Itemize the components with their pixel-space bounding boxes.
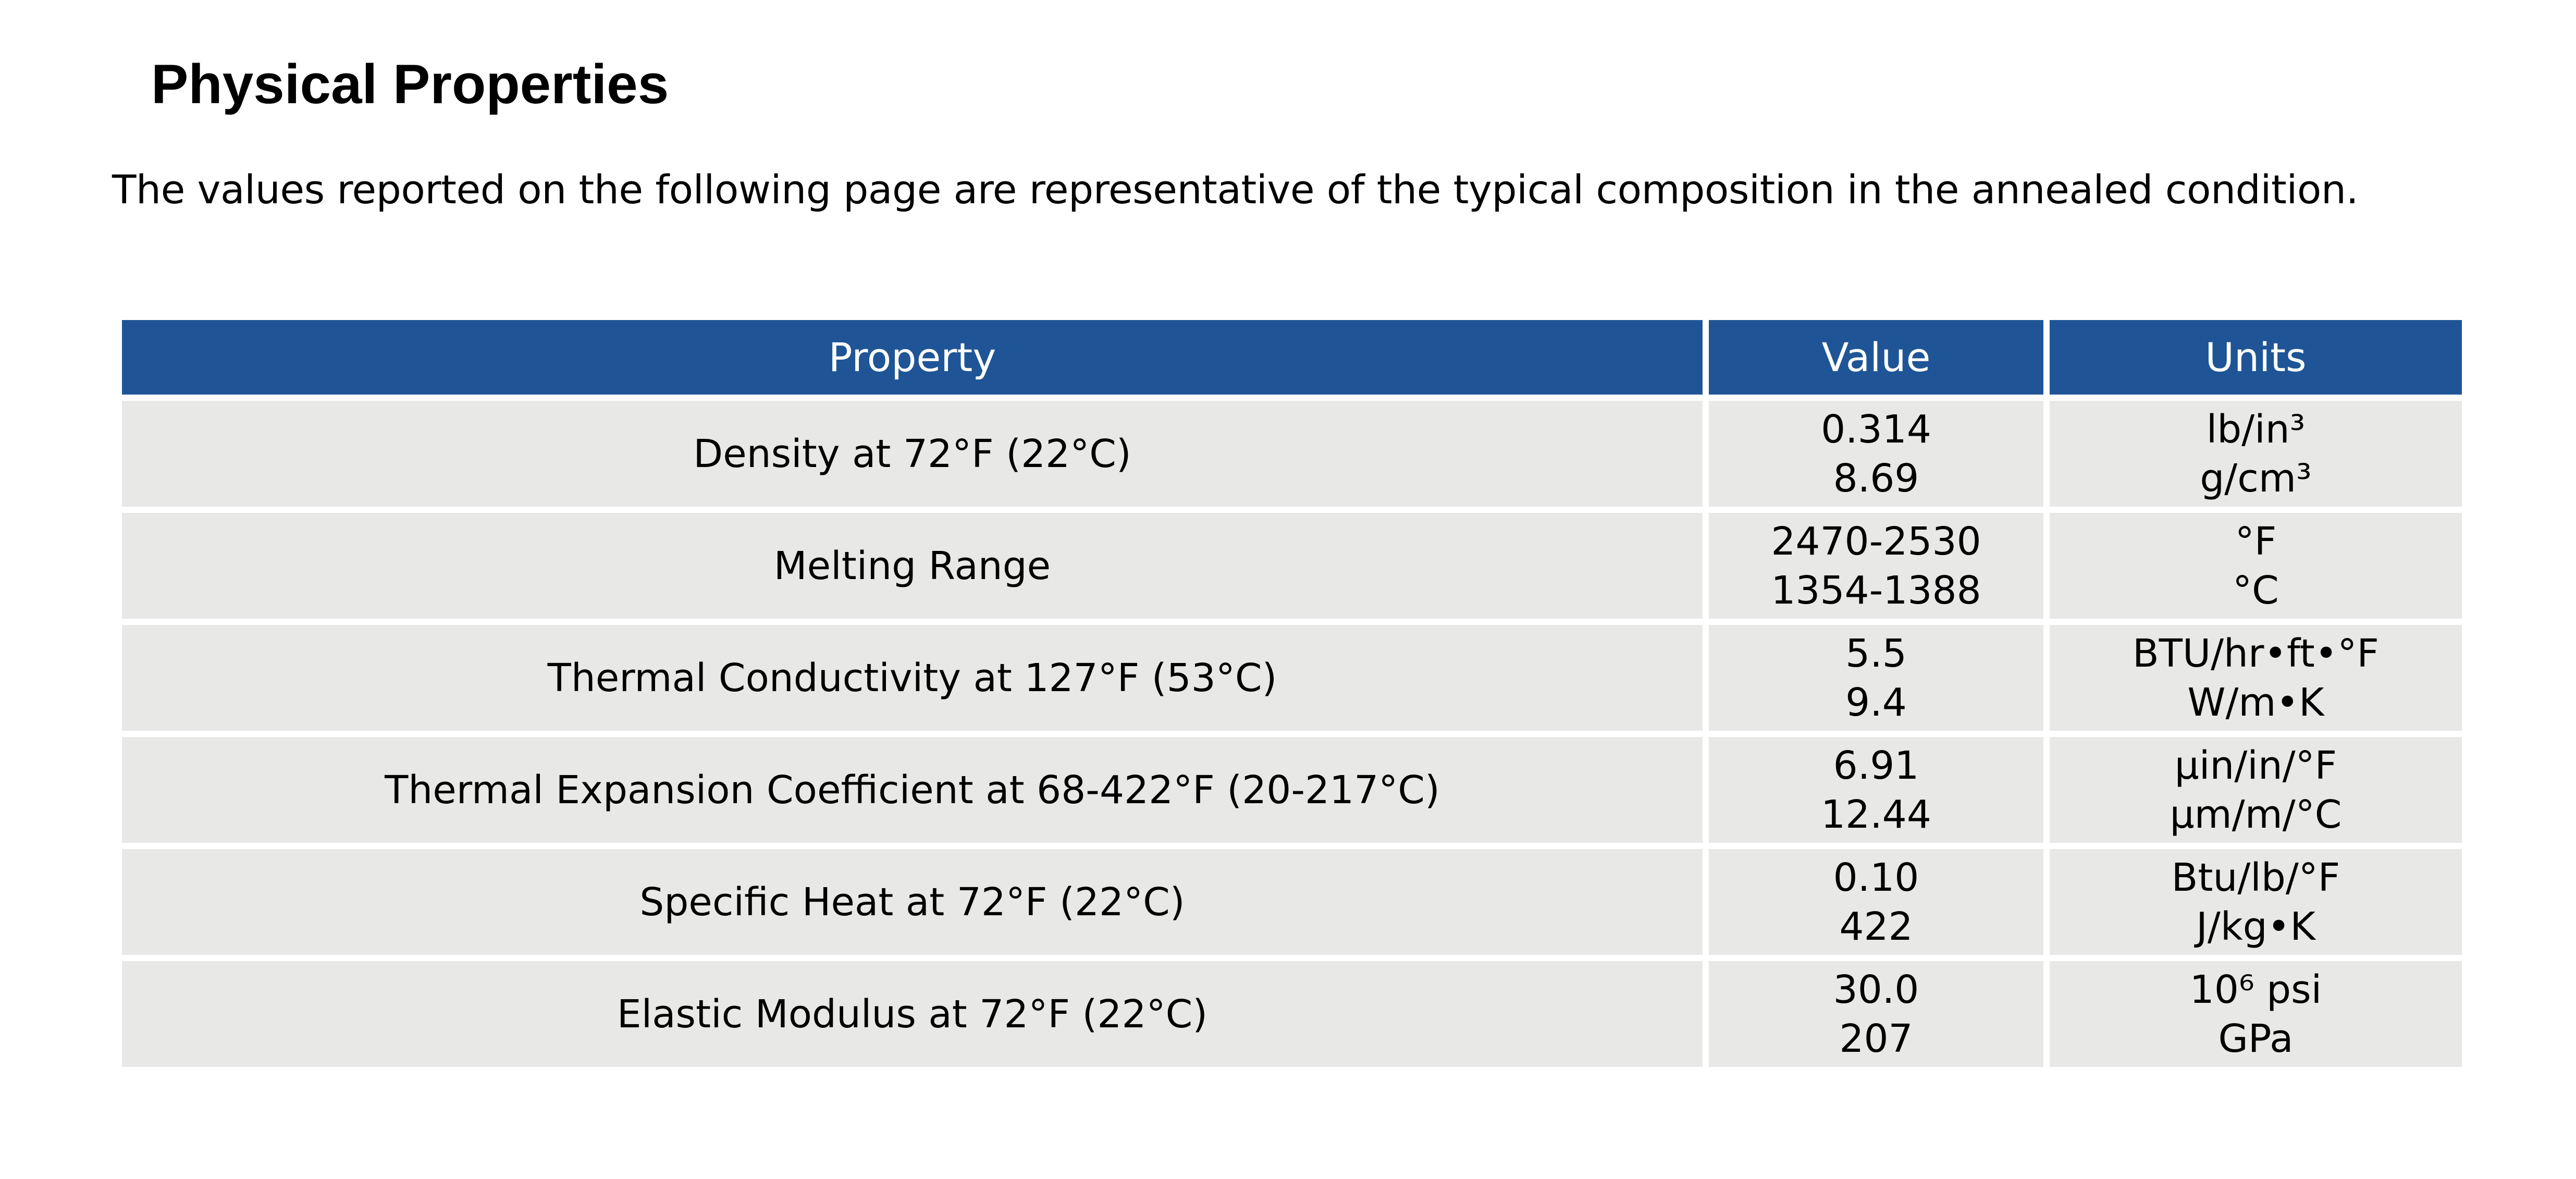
unit-metric: μm/m/°C [2170,792,2342,837]
value-imperial: 6.91 [1833,743,1919,788]
unit-imperial: μin/in/°F [2174,743,2337,788]
value-imperial: 2470-2530 [1771,519,1981,564]
table-row [122,513,2462,619]
value-imperial: 30.0 [1833,967,1919,1012]
property-cell: Specific Heat at 72°F (22°C) [122,849,1703,955]
units-cell [2050,401,2462,507]
table-row [122,625,2462,731]
units-cell [2050,625,2462,731]
table-row [122,849,2462,955]
unit-metric: g/cm³ [2200,456,2312,501]
property-cell: Melting Range [122,513,1703,619]
property-cell: Elastic Modulus at 72°F (22°C) [122,961,1703,1067]
unit-metric: °C [2233,568,2279,613]
physical-properties-table [116,314,2468,1073]
unit-imperial: lb/in³ [2206,407,2306,452]
value-imperial: 5.5 [1845,631,1907,676]
unit-imperial: Btu/lb/°F [2171,855,2340,900]
value-metric: 1354-1388 [1771,568,1981,613]
unit-imperial: 10⁶ psi [2189,967,2322,1012]
value-cell [1709,513,2043,619]
unit-metric: W/m•K [2187,680,2324,725]
unit-metric: GPa [2218,1016,2294,1061]
value-cell [1709,625,2043,731]
units-cell [2050,513,2462,619]
value-imperial: 0.10 [1833,855,1919,900]
page-title: Physical Properties [151,53,669,115]
unit-imperial: BTU/hr•ft•°F [2132,631,2379,676]
units-cell [2050,849,2462,955]
header-property: Property [122,320,1703,395]
unit-metric: J/kg•K [2196,904,2315,949]
unit-imperial: °F [2235,519,2277,564]
value-cell [1709,961,2043,1067]
header-value: Value [1709,320,2043,395]
header-units: Units [2050,320,2462,395]
property-cell: Thermal Expansion Coefficient at 68-422°F (20-217°C) [122,737,1703,843]
table-row [122,401,2462,507]
value-metric: 9.4 [1845,680,1907,725]
value-cell [1709,737,2043,843]
intro-paragraph: The values reported on the following page are representative of the typical composition in the annealed condition. [112,166,2359,213]
value-metric: 207 [1839,1016,1913,1061]
value-metric: 12.44 [1821,792,1931,837]
units-cell [2050,737,2462,843]
property-cell: Thermal Conductivity at 127°F (53°C) [122,625,1703,731]
units-cell [2050,961,2462,1067]
property-cell: Density at 72°F (22°C) [122,401,1703,507]
table-row [122,737,2462,843]
value-cell [1709,849,2043,955]
value-metric: 422 [1839,904,1913,949]
value-imperial: 0.314 [1821,407,1931,452]
table-header-row [122,320,2462,395]
table-row [122,961,2462,1067]
value-metric: 8.69 [1833,456,1919,501]
value-cell [1709,401,2043,507]
